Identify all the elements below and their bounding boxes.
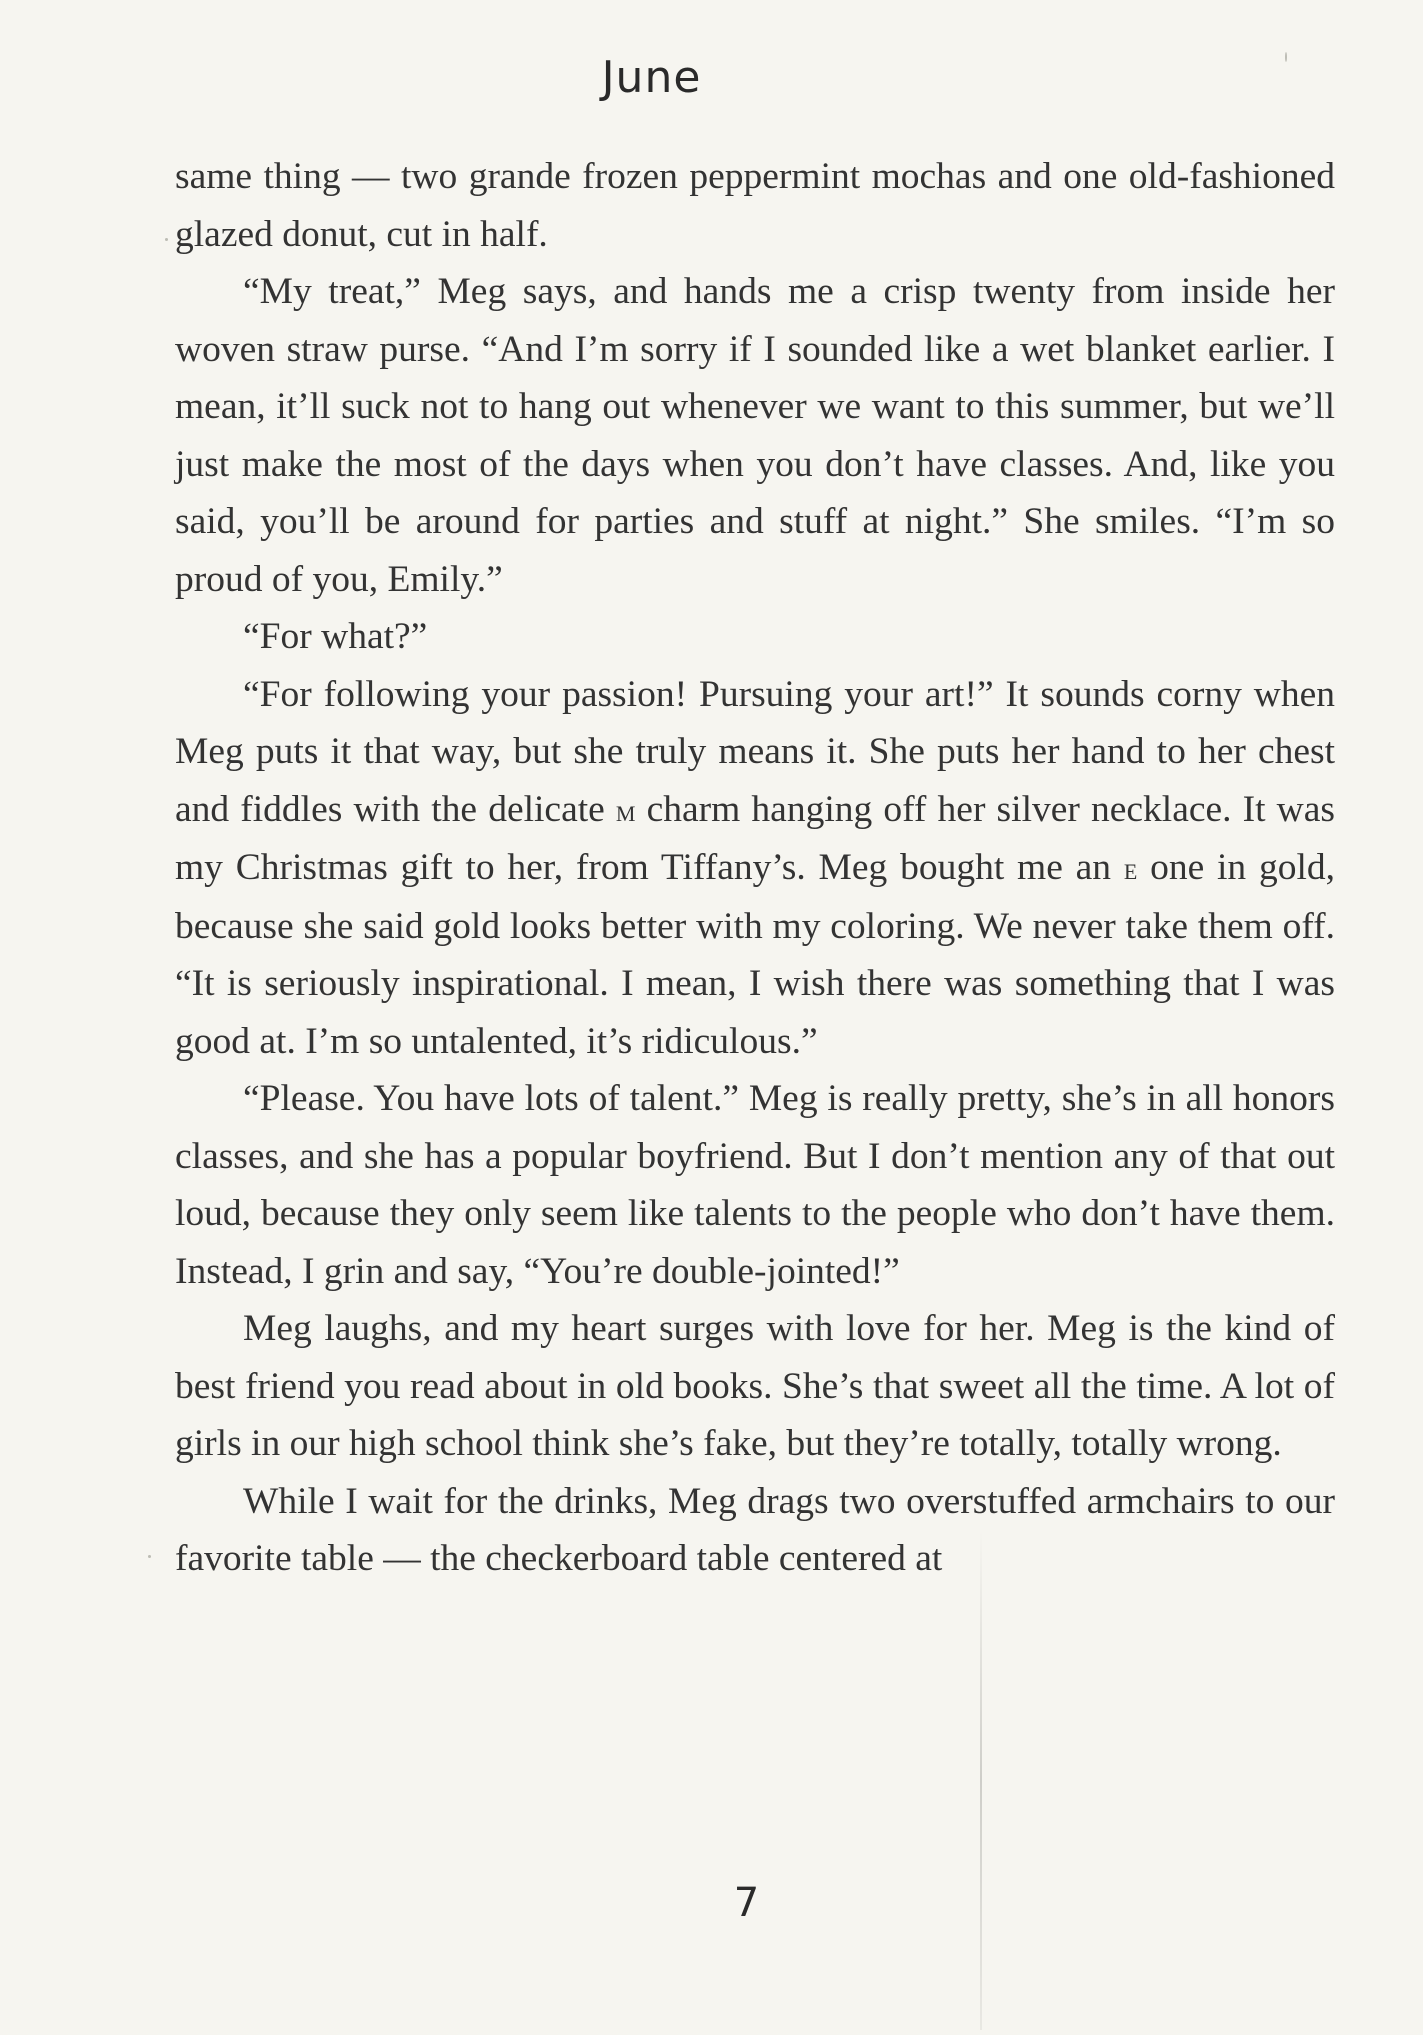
paragraph-3: “For what?” [243,616,428,657]
paragraph-4-part-2: charm hanging off her silver necklace. It was my Christmas gift to her, from Tiffany’s. Meg bought me an [175,788,1335,888]
body-text [175,148,1335,1588]
paragraph-5: “Please. You have lots of talent.” Meg is really pretty, she’s in all honors classes, and she has a popular boyfriend. But I don’t mention any of that out loud, because they only seem like talents to the people who don’t have them. Instead, I grin and say, “You’re double-jointed!” [175,1078,1335,1292]
paragraph-4-part-3: one in gold, because she said gold looks better with my coloring. We never take them off. “It is seriously inspirational. I mean, I wish there was something that I was good at. I’m so untalented, it’s ridiculous.” [175,847,1335,1062]
charm-letter-e: e [1123,851,1138,886]
paragraph-1: same thing — two grande frozen peppermint mochas and one old-fashioned glazed donut, cut in half. [175,156,1335,255]
paragraph-4 [175,666,1335,1071]
paper-speck [1285,52,1287,62]
paragraph-4-part-1: “For following your passion! Pursuing your art!” It sounds corny when Meg puts it that way, but she truly means it. She puts her hand to her chest and fiddles with the delicate [175,673,1335,830]
charm-letter-m: m [615,792,636,828]
chapter-title: June [601,52,702,103]
paragraph-2: “My treat,” Meg says, and hands me a crisp twenty from inside her woven straw purse. “And I’m sorry if I sounded like a wet blanket earlier. I mean, it’ll suck not to hang out whenever we want to this summer, but we’ll just make the most of the days when you don’t have classes. And, like you said, you’ll be around for parties and stuff at night.” She smiles. “I’m so proud of you, Emily.” [175,271,1335,600]
paper-speck [165,238,168,241]
paragraph-7: While I wait for the drinks, Meg drags two overstuffed armchairs to our favorite table — the checkerboard table centered at [175,1480,1335,1579]
paragraph-6: Meg laughs, and my heart surges with love for her. Meg is the kind of best friend you read about in old books. She’s that sweet all the time. A lot of girls in our high school think she’s fake, but they’re totally, totally wrong. [175,1308,1335,1464]
page-number: 7 [733,1880,760,1926]
paper-crease [980,1530,982,2030]
paper-speck [148,1555,151,1558]
